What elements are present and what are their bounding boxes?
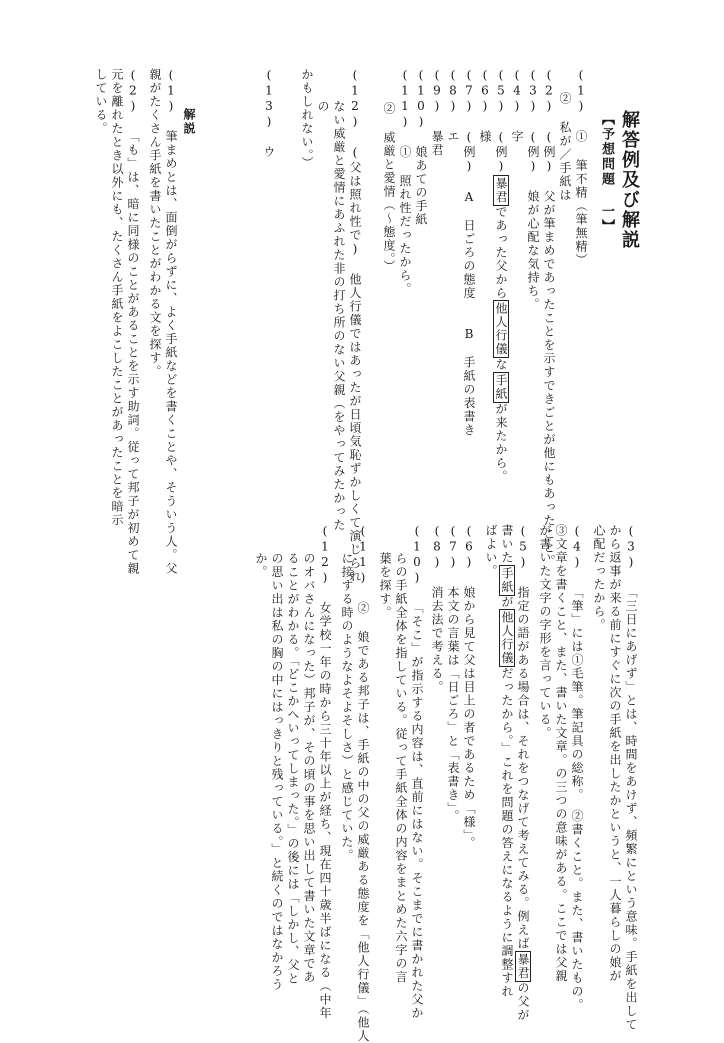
explanation-5-1b: の父が xyxy=(516,981,530,1022)
explanation-1-2: 親がたくさん手紙を書いたことがわかる文を探す。 xyxy=(148,68,162,379)
explanation-2-3: している。 xyxy=(94,68,108,136)
answer-11-1: (11) ① 照れ性だったから。 xyxy=(398,68,412,296)
explanation-12-4: の思い出は私の胸の中にはっきりと残っている。」と続くのではなかろう xyxy=(270,552,284,992)
explanation-5-1 xyxy=(515,524,530,1022)
explanation-4-3: が書いた文字の字形を言っている。 xyxy=(538,524,552,740)
explanation-11-2: に接する時のようなよそよそしさ）と感じていた。 xyxy=(340,552,354,863)
explanation-2-1: (2) 「も」は、暗に同様のことがあることを示す助詞。従って邦子が初めて親 xyxy=(126,68,140,576)
keyword-boukun-2: 暴君 xyxy=(516,952,530,980)
explanation-2-2: 元を離れたとき以外にも、たくさん手紙をよこしたことがあったことを暗示 xyxy=(110,68,124,527)
explanation-5-3: ばよい。 xyxy=(484,524,498,578)
answer-6: (6) 様 xyxy=(478,68,492,144)
explanation-5-1a: (5) 指定の語がある場合は、それをつなげて考えてみる。例えば xyxy=(516,524,530,951)
keyword-tegami-2: 手紙 xyxy=(500,566,514,594)
explanation-12-1: (12) 女学校一年の時から三十年以上が経ち、現在四十歳半ばになる（中年 xyxy=(318,524,332,1020)
keyword-tegami: 手紙 xyxy=(494,373,508,401)
answer-12-3: の xyxy=(316,100,330,114)
page-title: 解答例及び解説 xyxy=(619,110,640,250)
explanation-4-2: ③文章を書くこと、また、書いた文章。の三つの意味がある。ここでは父親 xyxy=(554,524,568,983)
keyword-taningyougi-2: 他人行儀 xyxy=(500,611,514,665)
answer-5-prefix: (5) (例) xyxy=(494,68,508,175)
answer-3: (3) (例) 娘が心配な気持ち。 xyxy=(526,68,540,312)
keyword-taningyougi: 他人行儀 xyxy=(494,302,508,356)
explanation-6: (6) 娘から見て父は目上の者であるため「様」。 xyxy=(462,524,476,850)
section-title: 【予想問題 一】 xyxy=(599,112,614,234)
answer-5-mid2: な xyxy=(494,358,508,372)
answer-13: (13) ウ xyxy=(262,68,276,159)
explanation-3-2: から返事が来る前にすぐに次の手紙を出したかというと、一人暮らしの娘が xyxy=(608,524,622,983)
explanation-1-1: (1) 筆まめとは、面倒がらずに、よく手紙などを書くことや、そういう人。父 xyxy=(164,68,178,576)
explanation-11-1: (11) ② 娘である邦子は、手紙の中の父の威厳ある態度を「他人行儀」（他人 xyxy=(356,524,370,1043)
answer-5-mid1: であった父から xyxy=(494,205,508,300)
explanation-10-1: (10) 「そこ」が指示する内容は、直前にはない。そこまでに書かれた父か xyxy=(410,524,424,1020)
answer-1-2: ② 私が／手紙は xyxy=(558,92,572,202)
explanation-5-2b: が xyxy=(500,595,514,609)
answer-8: (8) エ xyxy=(446,68,460,144)
explanation-4-1: (4) 「筆」には①毛筆。筆記具の総称。 ②書くこと。また、書いたもの。 xyxy=(570,524,584,1012)
explanation-10-2: らの手紙全体を指している。従って手紙全体の内容をまとめた六字の言 xyxy=(394,552,408,984)
answer-9: (9) 暴君 xyxy=(430,68,444,157)
answer-12-4: かもしれない。） xyxy=(300,68,314,170)
answer-12-1: (12) (父は照れ性で) 他人行儀ではあったが日頃気恥ずかしくて演じられ xyxy=(348,68,362,584)
explanation-12-5: か。 xyxy=(254,552,268,579)
answer-4: (4) 字 xyxy=(510,68,524,144)
explanation-12-3: ることがわかる。「どこかへいってしまった。」の後には「しかし、父と xyxy=(286,552,300,986)
explanation-10-3: 葉を探す。 xyxy=(378,552,392,620)
explanation-8: (8) 消去法で考える。 xyxy=(430,524,444,694)
explanation-7: (7) 本文の言葉は「日ごろ」と「表書き」。 xyxy=(446,524,460,823)
explanation-3-1: (3) 「三日にあげず」とは、時間をあけず、頻繁にという意味。手紙を出して xyxy=(624,524,638,1032)
explanation-heading: 解説 xyxy=(182,108,196,136)
keyword-boukun: 暴君 xyxy=(494,176,508,204)
answer-1-1: (1) ① 筆不精（筆無精） xyxy=(574,68,588,267)
explanation-5-2a: 書いた xyxy=(500,524,514,565)
answer-2: (2) (例) 父が筆まめであったことを示すできごとが他にもあったこと。 xyxy=(542,68,556,568)
answer-7: (7) (例) A 日ごろの態度 B 手紙の表書き xyxy=(462,68,476,437)
explanation-5-2 xyxy=(499,524,514,999)
answer-11-2: ② 威厳と愛情（～態度。） xyxy=(382,102,396,274)
answer-5 xyxy=(493,68,508,484)
answer-5-tail: が来たから。 xyxy=(494,402,508,484)
explanation-3-3: 心配だったから。 xyxy=(592,524,606,632)
explanation-5-2c: だったから。」これを問題の答えになるように調整すれ xyxy=(500,667,514,999)
answer-12-2: ない威厳と愛情にあふれた非の打ち所のない父親（をやってみたかった xyxy=(332,100,346,532)
answer-10: (10) 娘あての手紙 xyxy=(414,68,428,227)
explanation-12-2: のオバさんになった）邦子が、その頃の事を思い出して書いた文章であ xyxy=(302,552,316,984)
